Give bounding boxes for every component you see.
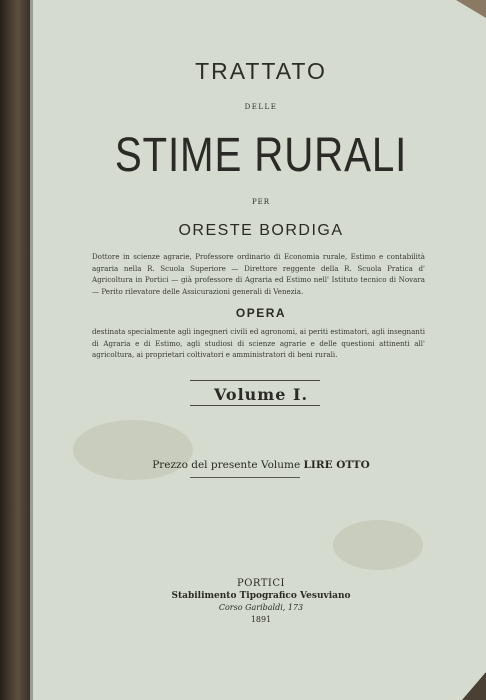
paper-stain <box>333 520 423 570</box>
title-line-1: TRATTATO <box>195 58 327 84</box>
book-spine <box>0 0 30 700</box>
volume-rule-top <box>190 380 320 381</box>
price-rule <box>190 477 300 478</box>
title-line-2: STIME RURALI <box>114 129 408 182</box>
imprint-address: Corso Garibaldi, 173 <box>218 603 304 612</box>
imprint-city: PORTICI <box>236 578 285 589</box>
price-line <box>60 459 462 471</box>
author-credentials: Dottore in scienze agrarie, Professore ordinario di Economia rurale, Estimo e contabilità agraria nella R. Scuola Superiore — Direttore reggente della R. Scuola Pratica d' Agricoltura in Portici — già professore di Agraria ed Estimo nell' Istituto tecnico di Novara — Perito rilevatore delle Assicurazioni generali di Venezia. <box>92 252 425 296</box>
worn-corner-top <box>456 0 486 18</box>
title-delle: DELLE <box>244 103 278 111</box>
volume-label: Volume I. <box>213 385 309 404</box>
destination-text: destinata specialmente agli ingegneri civili ed agronomi, ai periti estimatori, agli insegnanti di Agraria e di Estimo, agli studiosi di scienze agrarie e delle questioni attinenti all' agricoltura, ai proprietari coltivatori e amministratori di beni rurali. <box>92 327 425 359</box>
price-prefix: Prezzo del presente Volume <box>152 459 301 471</box>
price-value: LIRE OTTO <box>303 459 370 471</box>
paper-stain <box>73 420 193 480</box>
worn-corner-bottom <box>462 672 486 700</box>
per-label: PER <box>251 198 271 206</box>
volume-rule-bottom <box>190 405 320 406</box>
opera-heading: OPERA <box>235 306 287 320</box>
imprint-publisher: Stabilimento Tipografico Vesuviano <box>171 591 351 601</box>
author-name: ORESTE BORDIGA <box>178 222 344 239</box>
imprint-year: 1891 <box>250 615 272 624</box>
